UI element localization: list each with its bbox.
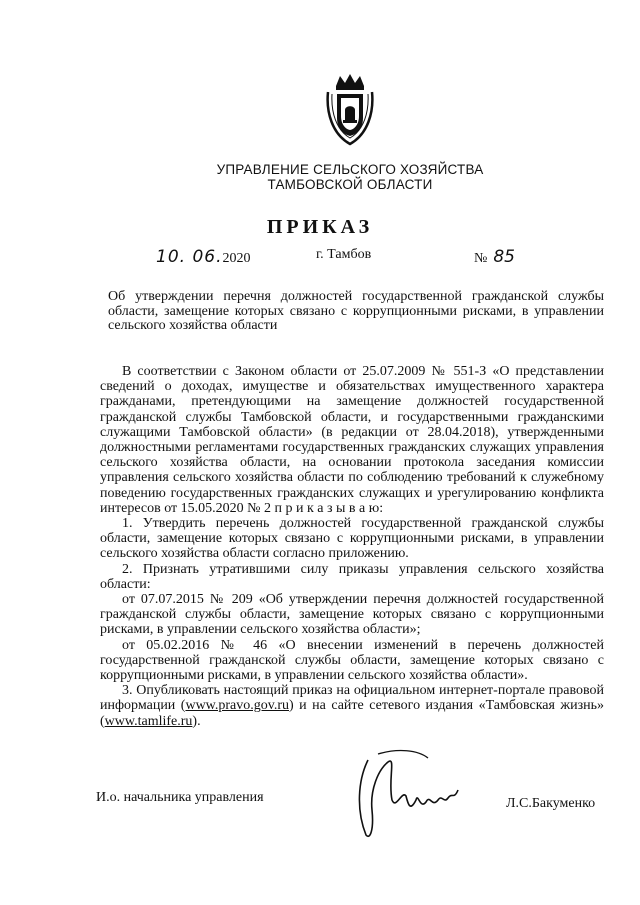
- signatory-position: И.о. начальника управления: [96, 790, 264, 805]
- item-2b-paragraph: от 05.02.2016 № 46 «О внесении изменений в перечень должностей государственной гражданской службы области, замещение которых связано с коррупционными рисками, в управлении сельского хозяйства области».: [100, 637, 604, 684]
- preamble-paragraph: В соответствии с Законом области от 25.07.2009 № 551-З «О представлении сведений о доходах, имуществе и обязательствах имущественного характера гражданами, претендующими на замещение должностей государственной гражданской службы Тамбовской области, и государственными гражданскими служащими Тамбовской области» (в редакции от 28.04.2018), утвержденными должностными регламентами государственных гражданских служащих управления сельского хозяйства области, на основании протокола заседания комиссии управления сельского хозяйства области по соблюдению требований к служебному поведению государственных гражданских служащих и урегулированию конфликта интересов от 15.05.2020 № 2 п р и к а з ы в а ю:: [100, 364, 604, 516]
- signatory-name: Л.С.Бакуменко: [506, 796, 596, 811]
- handwritten-signature: [348, 740, 468, 850]
- order-city: г. Тамбов: [316, 247, 372, 262]
- number-sign: №: [474, 251, 488, 266]
- order-body: [100, 364, 604, 729]
- tamlife-link[interactable]: www.tamlife.ru: [104, 713, 193, 729]
- order-date: [156, 247, 250, 267]
- handwritten-number: 85: [493, 247, 515, 267]
- item-1-paragraph: 1. Утвердить перечень должностей государственной гражданской службы области, замещение которых связано с коррупционными рисками, в управлении сельского хозяйства области согласно приложению.: [100, 516, 604, 562]
- document-title: ПРИКАЗ: [266, 216, 374, 238]
- item-3-paragraph: 3. Опубликовать настоящий приказ на официальном интернет-портале правовой информации (www.pravo.gov.ru) и на сайте сетевого издания «Тамбовская жизнь» (www.tamlife.ru).: [100, 683, 605, 729]
- pravo-link[interactable]: www.pravo.gov.ru: [185, 698, 290, 714]
- item-2-paragraph: 2. Признать утратившими силу приказы управления сельского хозяйства области:: [100, 561, 604, 592]
- item-2a-paragraph: от 07.07.2015 № 209 «Об утверждении перечня должностей государственной гражданской службы области, замещение которых связано с коррупционными рисками, в управлении сельского хозяйства области»;: [100, 592, 604, 638]
- org-line-1: УПРАВЛЕНИЕ СЕЛЬСКОГО ХОЗЯЙСТВА: [216, 162, 484, 177]
- handwritten-date: 10. 06.: [156, 247, 223, 267]
- order-number: [474, 247, 515, 267]
- organization-name: [200, 162, 500, 192]
- order-subject: Об утверждении перечня должностей государственной гражданской службы области, замещение которых связано с коррупционными рисками, в управлении сельского хозяйства области: [108, 289, 604, 333]
- order-year: 2020: [222, 251, 251, 266]
- org-line-2: ТАМБОВСКОЙ ОБЛАСТИ: [267, 177, 433, 192]
- coat-of-arms-emblem: [324, 72, 376, 148]
